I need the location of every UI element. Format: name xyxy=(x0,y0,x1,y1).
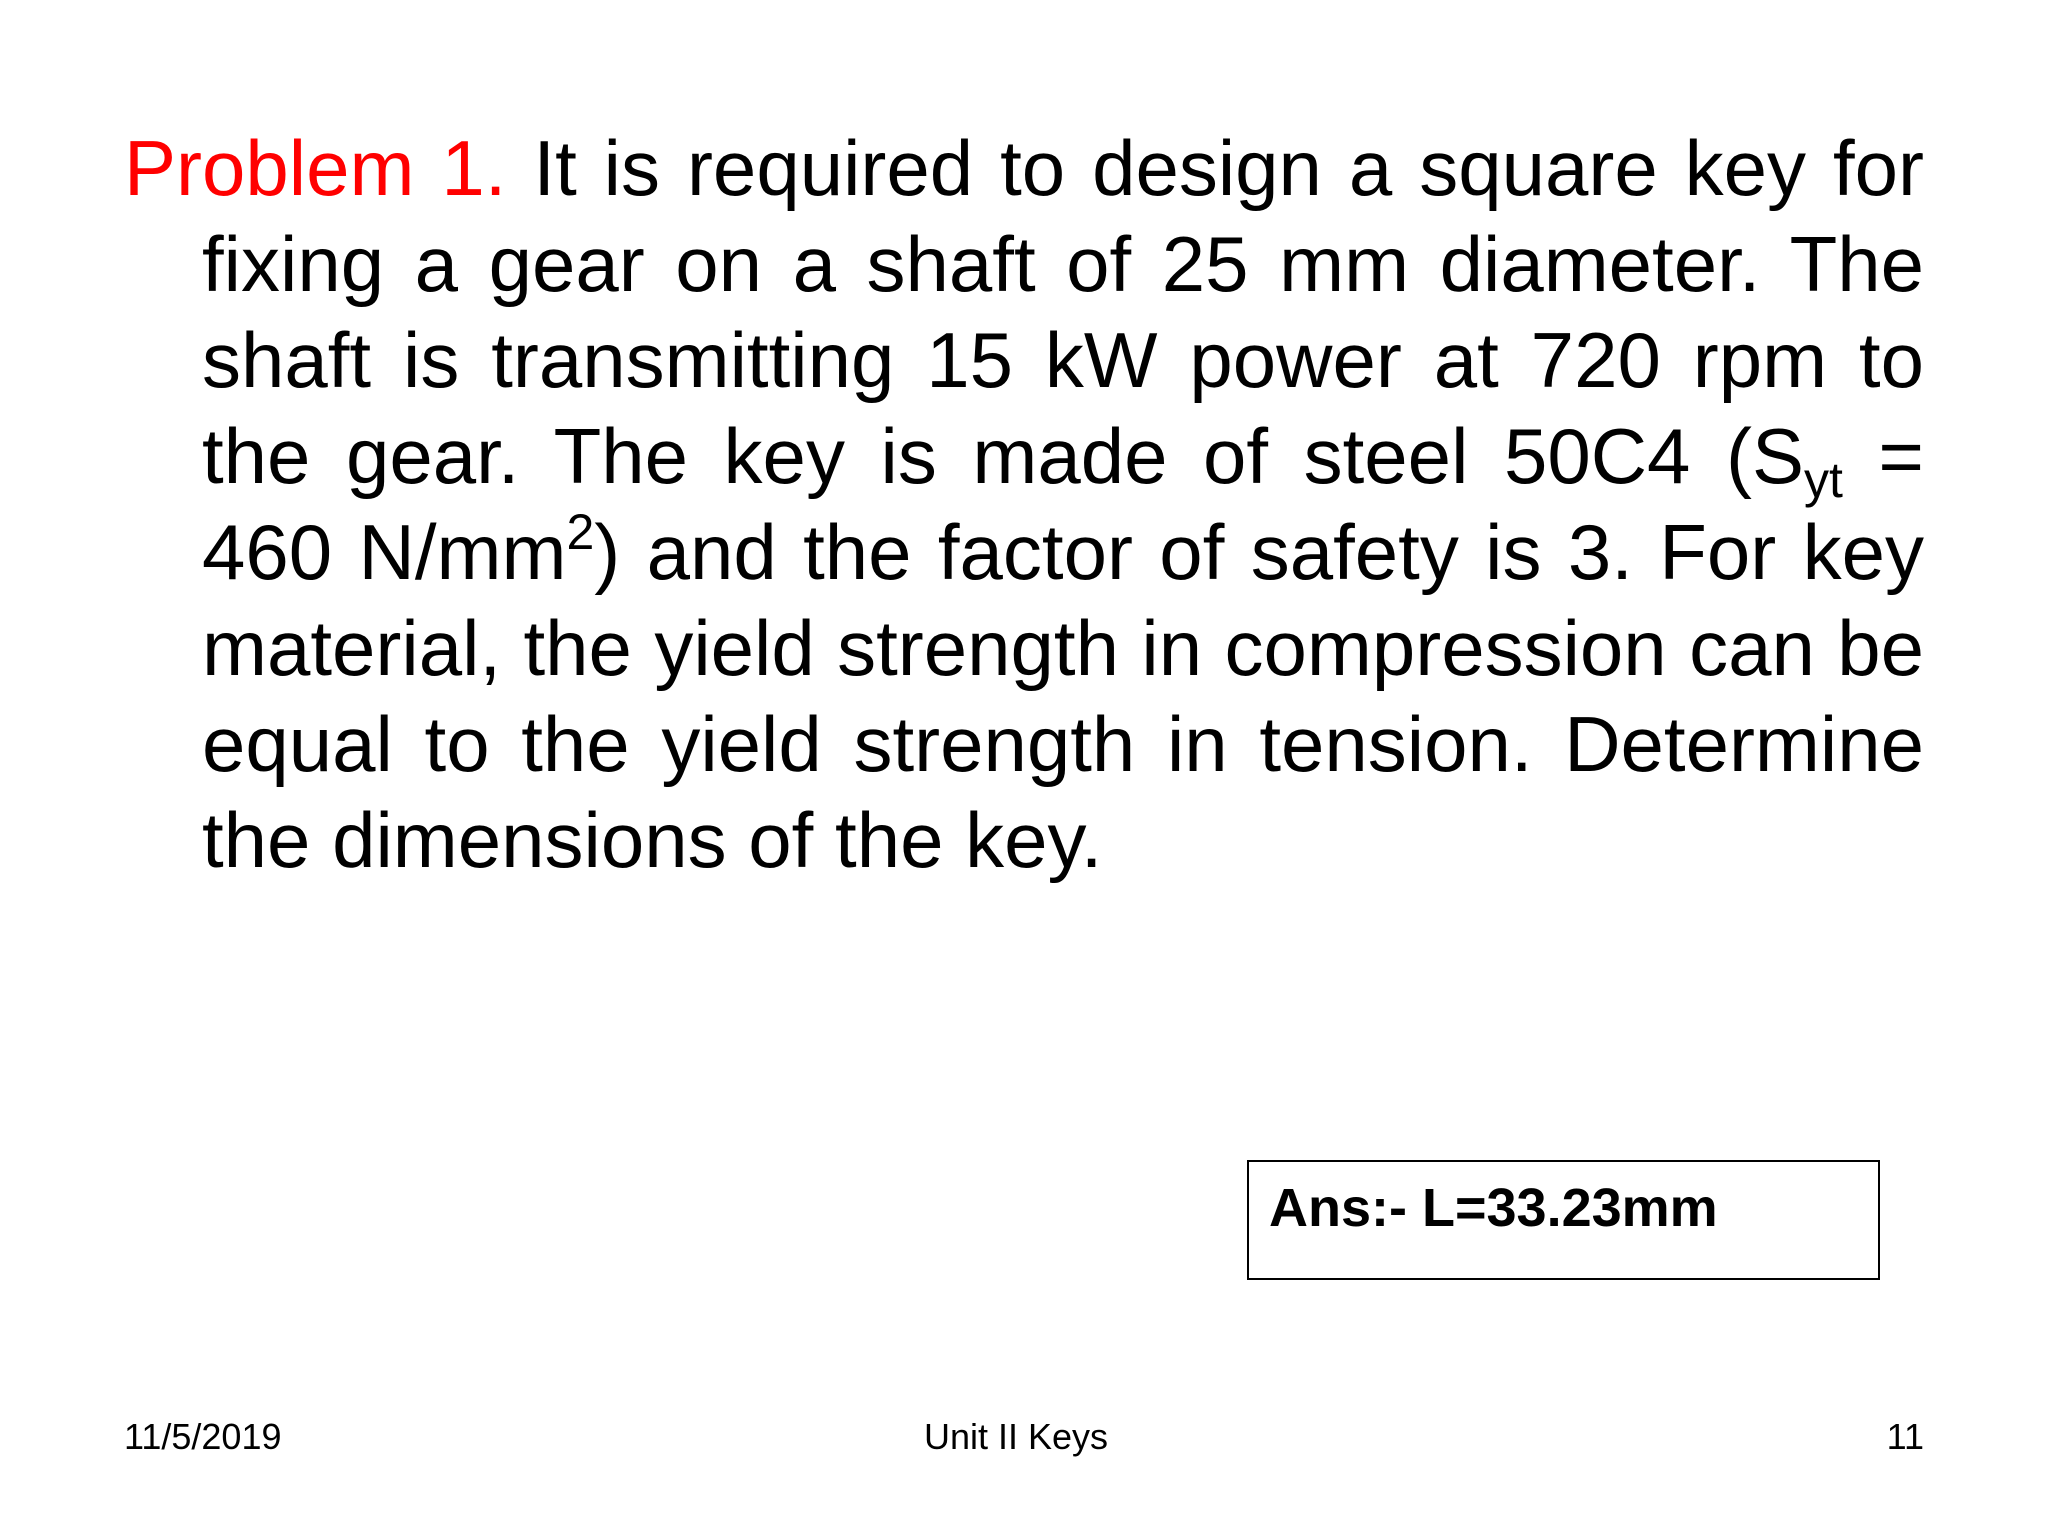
footer-title: Unit II Keys xyxy=(924,1416,1109,1457)
footer-page-number: 11 xyxy=(1886,1416,1924,1457)
answer-text: Ans:- L=33.23mm xyxy=(1269,1178,1718,1238)
problem-text-part3: ) and the factor of safety is 3. For key material, the yield strength in compression can be equal to the yield strength in tension. Determine the dimensions of the key. xyxy=(202,508,1924,884)
problem-text-part1: It is required to design a square key for fixing a gear on a shaft of 25 mm diameter. The shaft is transmitting 15 kW power at 720 rpm to the gear. The key is made of steel 50C4 (S xyxy=(202,124,1924,500)
problem-statement xyxy=(124,120,1924,888)
answer-box xyxy=(1247,1160,1880,1280)
problem-label: Problem 1. xyxy=(124,124,507,212)
problem-text-part2: = 460 N/mm xyxy=(202,412,1924,596)
unit-superscript: 2 xyxy=(566,504,595,560)
yield-strength-subscript: yt xyxy=(1803,452,1843,508)
footer-date: 11/5/2019 xyxy=(124,1416,282,1457)
